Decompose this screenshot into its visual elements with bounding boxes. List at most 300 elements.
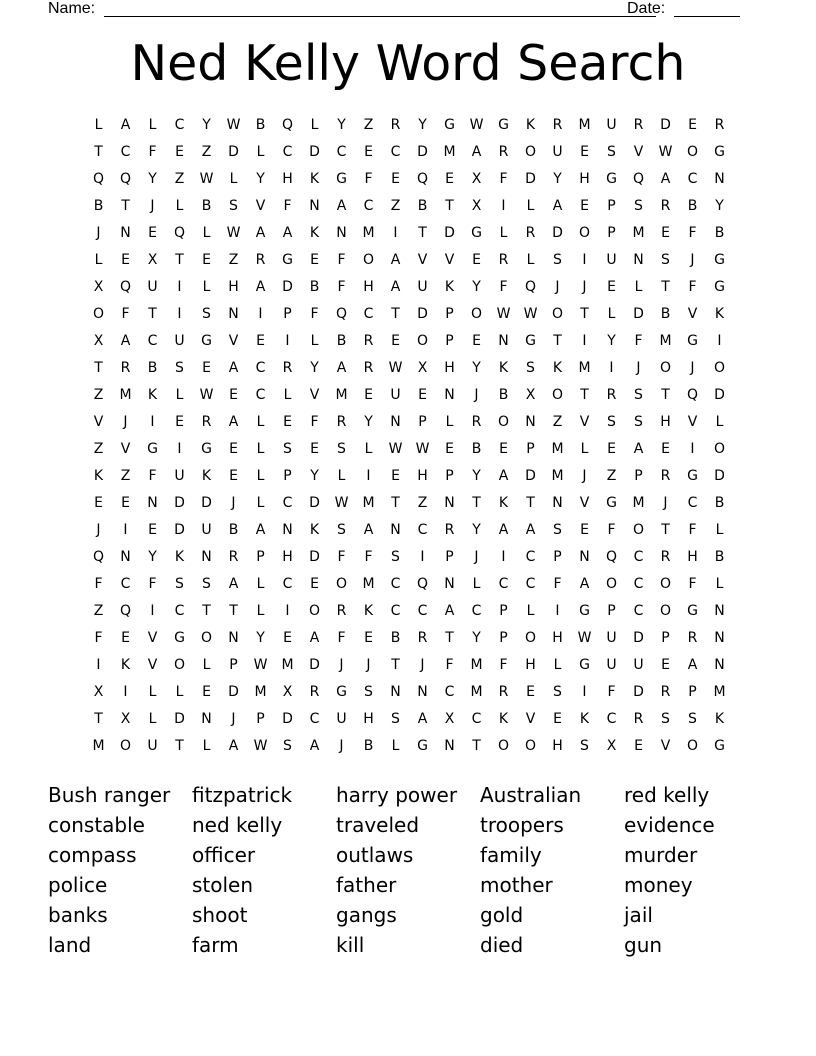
- word-list-item: harry power: [336, 783, 458, 807]
- grid-letter: C: [633, 602, 644, 619]
- grid-letter: Y: [202, 116, 211, 133]
- grid-letter: P: [526, 440, 535, 457]
- grid-letter: R: [201, 413, 212, 430]
- grid-letter: R: [606, 386, 617, 403]
- grid-letter: G: [714, 251, 725, 268]
- word-list-item: shoot: [192, 903, 248, 927]
- grid-letter: O: [605, 575, 618, 592]
- grid-letter: D: [633, 305, 644, 322]
- grid-letter: T: [472, 737, 481, 754]
- grid-letter: V: [687, 305, 698, 322]
- letter-grid: [85, 111, 733, 759]
- date-blank-line: [674, 0, 740, 17]
- grid-letter: Y: [337, 116, 346, 133]
- grid-letter: L: [634, 278, 643, 295]
- grid-letter: I: [96, 656, 101, 673]
- grid-letter: K: [498, 359, 509, 376]
- grid-letter: H: [282, 548, 293, 565]
- grid-letter: N: [120, 224, 131, 241]
- word-list-item: outlaws: [336, 843, 414, 867]
- grid-letter: T: [391, 305, 400, 322]
- grid-letter: J: [123, 413, 128, 430]
- grid-letter: G: [687, 332, 698, 349]
- grid-letter: E: [580, 197, 589, 214]
- grid-letter: M: [281, 656, 294, 673]
- grid-letter: O: [362, 251, 375, 268]
- grid-letter: R: [687, 629, 698, 646]
- grid-letter: R: [336, 602, 347, 619]
- grid-letter: F: [283, 197, 292, 214]
- grid-letter: N: [579, 548, 590, 565]
- grid-letter: E: [391, 332, 400, 349]
- grid-letter: T: [121, 197, 130, 214]
- grid-letter: M: [632, 494, 645, 511]
- grid-letter: I: [258, 305, 263, 322]
- word-list-item: gangs: [336, 903, 397, 927]
- grid-letter: V: [633, 143, 644, 160]
- grid-letter: L: [94, 116, 103, 133]
- grid-letter: O: [713, 440, 726, 457]
- grid-letter: E: [391, 170, 400, 187]
- grid-letter: J: [690, 251, 695, 268]
- grid-letter: D: [714, 386, 725, 403]
- grid-letter: K: [309, 224, 320, 241]
- grid-letter: T: [175, 737, 184, 754]
- grid-letter: X: [93, 332, 104, 349]
- grid-letter: K: [444, 278, 455, 295]
- grid-letter: H: [660, 413, 671, 430]
- grid-letter: F: [607, 683, 616, 700]
- grid-letter: L: [715, 575, 724, 592]
- grid-letter: A: [336, 359, 347, 376]
- grid-letter: C: [255, 386, 266, 403]
- grid-letter: K: [552, 359, 563, 376]
- grid-letter: A: [120, 332, 131, 349]
- grid-letter: K: [714, 305, 725, 322]
- grid-letter: L: [472, 575, 481, 592]
- grid-letter: D: [309, 656, 320, 673]
- grid-letter: L: [148, 683, 157, 700]
- grid-letter: O: [551, 305, 564, 322]
- grid-letter: F: [688, 278, 697, 295]
- grid-letter: B: [147, 359, 158, 376]
- grid-letter: M: [578, 359, 591, 376]
- grid-letter: N: [336, 224, 347, 241]
- grid-letter: J: [420, 656, 425, 673]
- grid-letter: R: [255, 251, 266, 268]
- grid-letter: Y: [553, 170, 562, 187]
- grid-letter: U: [390, 386, 401, 403]
- grid-letter: U: [174, 467, 185, 484]
- grid-letter: D: [309, 548, 320, 565]
- grid-letter: Q: [119, 602, 132, 619]
- grid-letter: V: [228, 332, 239, 349]
- grid-letter: J: [96, 224, 101, 241]
- grid-letter: T: [202, 602, 211, 619]
- grid-letter: G: [606, 170, 617, 187]
- grid-letter: E: [553, 710, 562, 727]
- grid-letter: L: [256, 494, 265, 511]
- grid-letter: B: [363, 737, 374, 754]
- grid-letter: I: [123, 521, 128, 538]
- grid-letter: G: [714, 737, 725, 754]
- grid-letter: E: [526, 683, 535, 700]
- grid-letter: A: [309, 737, 320, 754]
- grid-letter: D: [417, 143, 428, 160]
- grid-letter: N: [390, 683, 401, 700]
- grid-letter: W: [496, 305, 511, 322]
- grid-letter: X: [444, 710, 455, 727]
- grid-letter: A: [687, 656, 698, 673]
- grid-letter: L: [526, 251, 535, 268]
- grid-letter: F: [121, 305, 130, 322]
- grid-letter: A: [471, 143, 482, 160]
- grid-letter: N: [714, 629, 725, 646]
- grid-letter: L: [256, 413, 265, 430]
- grid-letter: S: [553, 521, 562, 538]
- grid-letter: D: [174, 521, 185, 538]
- grid-letter: S: [229, 197, 238, 214]
- grid-letter: R: [714, 116, 725, 133]
- grid-letter: E: [661, 656, 670, 673]
- grid-letter: F: [607, 521, 616, 538]
- grid-letter: Q: [416, 575, 429, 592]
- grid-letter: V: [687, 413, 698, 430]
- grid-letter: J: [96, 521, 101, 538]
- grid-letter: N: [309, 197, 320, 214]
- grid-letter: O: [308, 602, 321, 619]
- grid-letter: L: [202, 737, 211, 754]
- grid-letter: E: [580, 521, 589, 538]
- grid-letter: A: [363, 521, 374, 538]
- grid-letter: I: [393, 224, 398, 241]
- grid-letter: L: [148, 710, 157, 727]
- grid-letter: R: [309, 683, 320, 700]
- grid-letter: J: [555, 278, 560, 295]
- grid-letter: S: [661, 251, 670, 268]
- grid-letter: J: [474, 548, 479, 565]
- grid-letter: H: [282, 170, 293, 187]
- grid-letter: V: [579, 494, 590, 511]
- grid-letter: P: [607, 602, 616, 619]
- grid-letter: N: [498, 332, 509, 349]
- grid-letter: G: [714, 143, 725, 160]
- grid-letter: D: [174, 494, 185, 511]
- grid-letter: F: [688, 224, 697, 241]
- grid-letter: H: [525, 656, 536, 673]
- grid-letter: V: [93, 413, 104, 430]
- grid-letter: E: [202, 359, 211, 376]
- grid-letter: T: [661, 386, 670, 403]
- grid-letter: E: [283, 629, 292, 646]
- grid-letter: M: [551, 440, 564, 457]
- grid-letter: D: [309, 494, 320, 511]
- grid-letter: P: [445, 467, 454, 484]
- grid-letter: Y: [256, 629, 265, 646]
- grid-letter: J: [582, 278, 587, 295]
- grid-letter: G: [174, 629, 185, 646]
- grid-letter: S: [634, 413, 643, 430]
- grid-letter: R: [498, 683, 509, 700]
- grid-letter: Z: [363, 116, 374, 133]
- grid-letter: F: [634, 332, 643, 349]
- grid-letter: C: [471, 710, 482, 727]
- grid-letter: Z: [390, 197, 401, 214]
- grid-letter: P: [445, 305, 454, 322]
- grid-letter: E: [148, 521, 157, 538]
- grid-letter: M: [470, 683, 483, 700]
- grid-letter: A: [228, 737, 239, 754]
- grid-letter: W: [199, 386, 214, 403]
- word-list-item: constable: [48, 813, 145, 837]
- word-list-item: mother: [480, 873, 553, 897]
- grid-letter: C: [471, 602, 482, 619]
- grid-letter: X: [417, 359, 428, 376]
- grid-letter: S: [661, 710, 670, 727]
- grid-letter: P: [661, 629, 670, 646]
- grid-letter: L: [607, 305, 616, 322]
- grid-letter: G: [579, 602, 590, 619]
- grid-letter: K: [120, 656, 131, 673]
- grid-letter: J: [339, 656, 344, 673]
- grid-letter: T: [94, 710, 103, 727]
- grid-letter: O: [686, 737, 699, 754]
- grid-letter: L: [175, 386, 184, 403]
- grid-letter: Z: [552, 413, 563, 430]
- grid-letter: P: [256, 548, 265, 565]
- grid-letter: I: [609, 359, 614, 376]
- grid-letter: I: [555, 602, 560, 619]
- grid-letter: Y: [715, 197, 724, 214]
- grid-letter: B: [201, 197, 212, 214]
- grid-letter: V: [660, 737, 671, 754]
- grid-letter: V: [255, 197, 266, 214]
- grid-letter: V: [579, 413, 590, 430]
- grid-letter: I: [285, 332, 290, 349]
- header-row: [48, 0, 740, 20]
- grid-letter: W: [253, 737, 268, 754]
- grid-letter: R: [228, 548, 239, 565]
- grid-letter: A: [390, 251, 401, 268]
- grid-letter: I: [366, 467, 371, 484]
- grid-letter: N: [417, 683, 428, 700]
- grid-letter: L: [229, 170, 238, 187]
- grid-letter: O: [524, 737, 537, 754]
- grid-letter: K: [363, 602, 374, 619]
- grid-letter: G: [201, 332, 212, 349]
- grid-letter: A: [525, 521, 536, 538]
- grid-letter: Q: [281, 116, 294, 133]
- grid-letter: N: [390, 521, 401, 538]
- grid-letter: N: [444, 575, 455, 592]
- grid-letter: P: [283, 467, 292, 484]
- grid-letter: Z: [120, 467, 131, 484]
- grid-letter: C: [363, 197, 374, 214]
- grid-letter: M: [119, 386, 132, 403]
- grid-letter: P: [634, 467, 643, 484]
- grid-letter: A: [120, 116, 131, 133]
- word-list-item: evidence: [624, 813, 715, 837]
- grid-letter: G: [336, 683, 347, 700]
- grid-letter: D: [633, 683, 644, 700]
- name-blank-line: [104, 0, 656, 17]
- grid-letter: F: [148, 467, 157, 484]
- grid-letter: K: [498, 710, 509, 727]
- grid-letter: C: [525, 575, 536, 592]
- word-list: [48, 780, 768, 960]
- grid-letter: L: [256, 467, 265, 484]
- grid-letter: X: [147, 251, 158, 268]
- grid-letter: W: [334, 494, 349, 511]
- grid-letter: G: [498, 116, 509, 133]
- grid-letter: T: [391, 656, 400, 673]
- word-list-item: gun: [624, 933, 663, 957]
- grid-letter: M: [335, 386, 348, 403]
- grid-letter: Y: [472, 359, 481, 376]
- grid-letter: A: [498, 467, 509, 484]
- grid-letter: T: [229, 602, 238, 619]
- grid-letter: D: [282, 710, 293, 727]
- grid-letter: F: [310, 413, 319, 430]
- grid-letter: C: [633, 548, 644, 565]
- grid-letter: B: [417, 197, 428, 214]
- grid-letter: H: [417, 467, 428, 484]
- grid-letter: W: [523, 305, 538, 322]
- grid-letter: E: [175, 413, 184, 430]
- grid-letter: E: [499, 440, 508, 457]
- grid-letter: E: [391, 467, 400, 484]
- grid-letter: T: [445, 197, 454, 214]
- grid-letter: B: [714, 494, 725, 511]
- grid-letter: R: [471, 413, 482, 430]
- word-list-item: family: [480, 843, 542, 867]
- grid-letter: B: [498, 386, 509, 403]
- grid-letter: I: [690, 440, 695, 457]
- grid-letter: L: [202, 656, 211, 673]
- grid-letter: L: [202, 278, 211, 295]
- grid-letter: V: [525, 710, 536, 727]
- grid-letter: X: [525, 386, 536, 403]
- grid-letter: C: [255, 359, 266, 376]
- grid-letter: B: [255, 116, 266, 133]
- grid-letter: E: [202, 683, 211, 700]
- grid-letter: R: [660, 683, 671, 700]
- grid-letter: L: [364, 440, 373, 457]
- grid-letter: S: [526, 359, 535, 376]
- grid-letter: P: [499, 602, 508, 619]
- grid-letter: E: [202, 251, 211, 268]
- grid-letter: T: [661, 521, 670, 538]
- grid-letter: K: [201, 467, 212, 484]
- grid-letter: L: [94, 251, 103, 268]
- grid-letter: C: [363, 305, 374, 322]
- word-list-item: stolen: [192, 873, 254, 897]
- grid-letter: M: [92, 737, 105, 754]
- grid-letter: P: [445, 548, 454, 565]
- grid-letter: R: [336, 413, 347, 430]
- grid-letter: X: [93, 683, 104, 700]
- grid-letter: T: [580, 305, 589, 322]
- grid-letter: D: [228, 143, 239, 160]
- grid-letter: E: [607, 440, 616, 457]
- grid-letter: U: [606, 656, 617, 673]
- grid-letter: G: [579, 656, 590, 673]
- grid-letter: D: [525, 467, 536, 484]
- grid-letter: U: [147, 737, 158, 754]
- grid-letter: B: [714, 548, 725, 565]
- grid-letter: L: [715, 521, 724, 538]
- grid-letter: S: [553, 683, 562, 700]
- grid-letter: K: [498, 494, 509, 511]
- grid-letter: F: [364, 548, 373, 565]
- grid-letter: L: [391, 737, 400, 754]
- grid-letter: D: [174, 710, 185, 727]
- grid-letter: B: [336, 332, 347, 349]
- grid-letter: Q: [92, 170, 105, 187]
- grid-letter: R: [417, 629, 428, 646]
- grid-letter: Z: [417, 494, 428, 511]
- word-list-item: kill: [336, 933, 365, 957]
- grid-letter: D: [309, 143, 320, 160]
- grid-letter: W: [226, 224, 241, 241]
- grid-letter: V: [309, 386, 320, 403]
- grid-letter: C: [282, 575, 293, 592]
- grid-letter: M: [659, 332, 672, 349]
- grid-letter: B: [228, 521, 239, 538]
- grid-letter: A: [579, 575, 590, 592]
- grid-letter: W: [658, 143, 673, 160]
- grid-letter: Y: [472, 467, 481, 484]
- grid-letter: N: [525, 413, 536, 430]
- grid-letter: X: [120, 710, 131, 727]
- grid-letter: R: [444, 521, 455, 538]
- grid-letter: R: [120, 359, 131, 376]
- grid-letter: E: [472, 251, 481, 268]
- word-list-item: money: [624, 873, 693, 897]
- grid-letter: M: [470, 656, 483, 673]
- grid-letter: O: [119, 737, 132, 754]
- word-list-item: fitzpatrick: [192, 783, 293, 807]
- grid-letter: P: [283, 305, 292, 322]
- grid-letter: I: [150, 413, 155, 430]
- grid-letter: H: [444, 359, 455, 376]
- name-label: Name:: [48, 0, 96, 17]
- grid-letter: N: [714, 656, 725, 673]
- grid-letter: I: [582, 251, 587, 268]
- grid-letter: E: [148, 224, 157, 241]
- grid-letter: A: [255, 278, 266, 295]
- word-list-item: father: [336, 873, 397, 897]
- grid-letter: B: [714, 224, 725, 241]
- word-list-item: murder: [624, 843, 698, 867]
- grid-letter: N: [633, 251, 644, 268]
- grid-letter: W: [388, 359, 403, 376]
- grid-letter: C: [282, 494, 293, 511]
- grid-letter: M: [362, 494, 375, 511]
- grid-letter: C: [687, 494, 698, 511]
- grid-letter: L: [310, 332, 319, 349]
- grid-letter: Z: [606, 467, 617, 484]
- grid-letter: C: [390, 602, 401, 619]
- grid-letter: N: [390, 413, 401, 430]
- grid-letter: L: [256, 575, 265, 592]
- grid-letter: N: [552, 494, 563, 511]
- word-list-item: police: [48, 873, 108, 897]
- grid-letter: S: [283, 440, 292, 457]
- grid-letter: N: [714, 170, 725, 187]
- grid-letter: F: [553, 575, 562, 592]
- word-list-item: officer: [192, 843, 256, 867]
